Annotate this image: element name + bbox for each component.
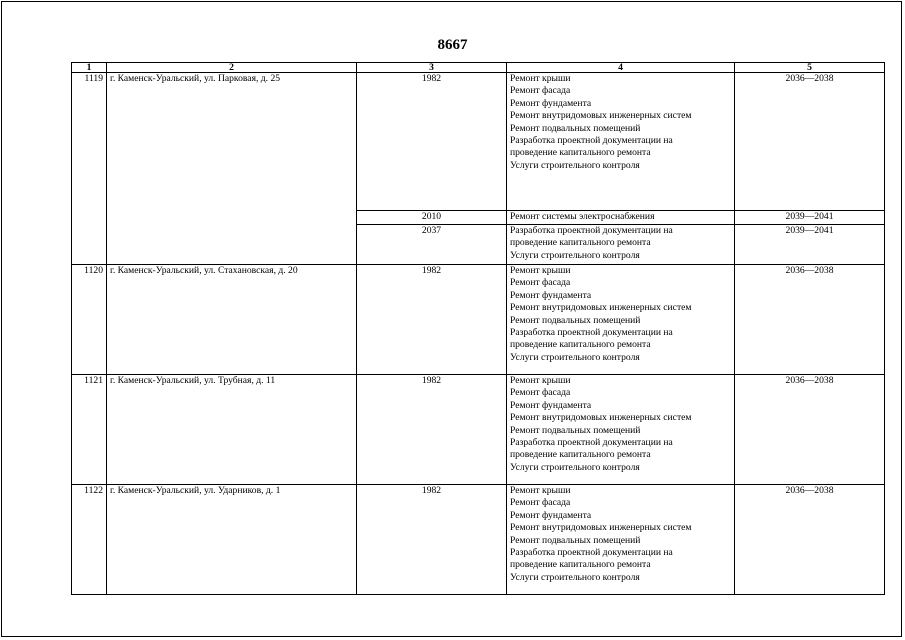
work-item: Ремонт фасада <box>510 85 571 97</box>
year-cell: 1982 <box>357 485 507 595</box>
header-col-2: 2 <box>107 63 357 73</box>
row-number: 1119 <box>72 73 107 265</box>
year-cell: 1982 <box>357 73 507 211</box>
work-item: Ремонт внутридомовых инженерных систем <box>510 412 692 424</box>
table-row <box>72 265 885 375</box>
address-cell: г. Каменск-Уральский, ул. Ударников, д. 1 <box>107 485 357 595</box>
year-cell: 2010 <box>357 211 507 225</box>
work-item: Услуги строительного контроля <box>510 571 640 583</box>
works-cell <box>507 265 735 375</box>
header-col-5: 5 <box>735 63 885 73</box>
works-cell <box>507 211 735 225</box>
work-item: Ремонт фундамента <box>510 509 592 521</box>
year-cell: 2037 <box>357 225 507 265</box>
work-item: Ремонт внутридомовых инженерных систем <box>510 522 692 534</box>
header-row <box>72 63 885 73</box>
work-item: проведение капитального ремонта <box>510 237 651 249</box>
work-item: Ремонт крыши <box>510 375 571 386</box>
row-number: 1122 <box>72 485 107 595</box>
work-item: Ремонт фундамента <box>510 289 592 301</box>
row-number: 1121 <box>72 375 107 485</box>
work-item: Ремонт подвальных помещений <box>510 314 641 326</box>
work-item: Ремонт крыши <box>510 485 571 496</box>
work-item: проведение капитального ремонта <box>510 339 651 351</box>
work-item: Ремонт крыши <box>510 265 571 276</box>
work-item: проведение капитального ремонта <box>510 449 651 461</box>
work-item: Разработка проектной документации на <box>510 135 673 147</box>
year-cell: 1982 <box>357 375 507 485</box>
work-item: Ремонт фундамента <box>510 399 592 411</box>
address-cell: г. Каменск-Уральский, ул. Парковая, д. 25 <box>107 73 357 265</box>
period-cell: 2039—2041 <box>735 225 885 265</box>
work-item: Услуги строительного контроля <box>510 461 640 473</box>
work-item: Ремонт внутридомовых инженерных систем <box>510 302 692 314</box>
work-item: Ремонт подвальных помещений <box>510 424 641 436</box>
capital-repair-table <box>71 62 885 595</box>
work-item: Ремонт подвальных помещений <box>510 534 641 546</box>
work-item: Ремонт внутридомовых инженерных систем <box>510 110 692 122</box>
table-row <box>72 485 885 595</box>
works-cell <box>507 73 735 211</box>
table-row <box>72 375 885 485</box>
works-cell <box>507 485 735 595</box>
work-item: Ремонт подвальных помещений <box>510 122 641 134</box>
work-item: Услуги строительного контроля <box>510 351 640 363</box>
period-cell: 2036—2038 <box>735 73 885 211</box>
work-item: проведение капитального ремонта <box>510 147 651 159</box>
work-item: проведение капитального ремонта <box>510 559 651 571</box>
work-item: Разработка проектной документации на <box>510 437 673 449</box>
address-cell: г. Каменск-Уральский, ул. Стахановская, д. 20 <box>107 265 357 375</box>
work-item: Ремонт фасада <box>510 387 571 399</box>
work-item: Разработка проектной документации на <box>510 225 673 236</box>
period-cell: 2036—2038 <box>735 485 885 595</box>
work-item: Услуги строительного контроля <box>510 159 640 171</box>
work-item: Ремонт фасада <box>510 497 571 509</box>
period-cell: 2036—2038 <box>735 375 885 485</box>
address-cell: г. Каменск-Уральский, ул. Трубная, д. 11 <box>107 375 357 485</box>
work-item: Ремонт фасада <box>510 277 571 289</box>
table-row <box>72 73 885 211</box>
header-col-1: 1 <box>72 63 107 73</box>
header-col-4: 4 <box>507 63 735 73</box>
period-cell: 2039—2041 <box>735 211 885 225</box>
table-body <box>72 73 885 595</box>
work-item: Разработка проектной документации на <box>510 547 673 559</box>
row-number: 1120 <box>72 265 107 375</box>
period-cell: 2036—2038 <box>735 265 885 375</box>
year-cell: 1982 <box>357 265 507 375</box>
work-item: Ремонт системы электроснабжения <box>510 211 655 222</box>
header-col-3: 3 <box>357 63 507 73</box>
work-item: Разработка проектной документации на <box>510 327 673 339</box>
work-item: Ремонт фундамента <box>510 97 592 109</box>
works-cell <box>507 225 735 265</box>
work-item: Ремонт крыши <box>510 73 571 84</box>
page-number: 8667 <box>437 37 468 53</box>
work-item: Услуги строительного контроля <box>510 249 640 261</box>
works-cell <box>507 375 735 485</box>
